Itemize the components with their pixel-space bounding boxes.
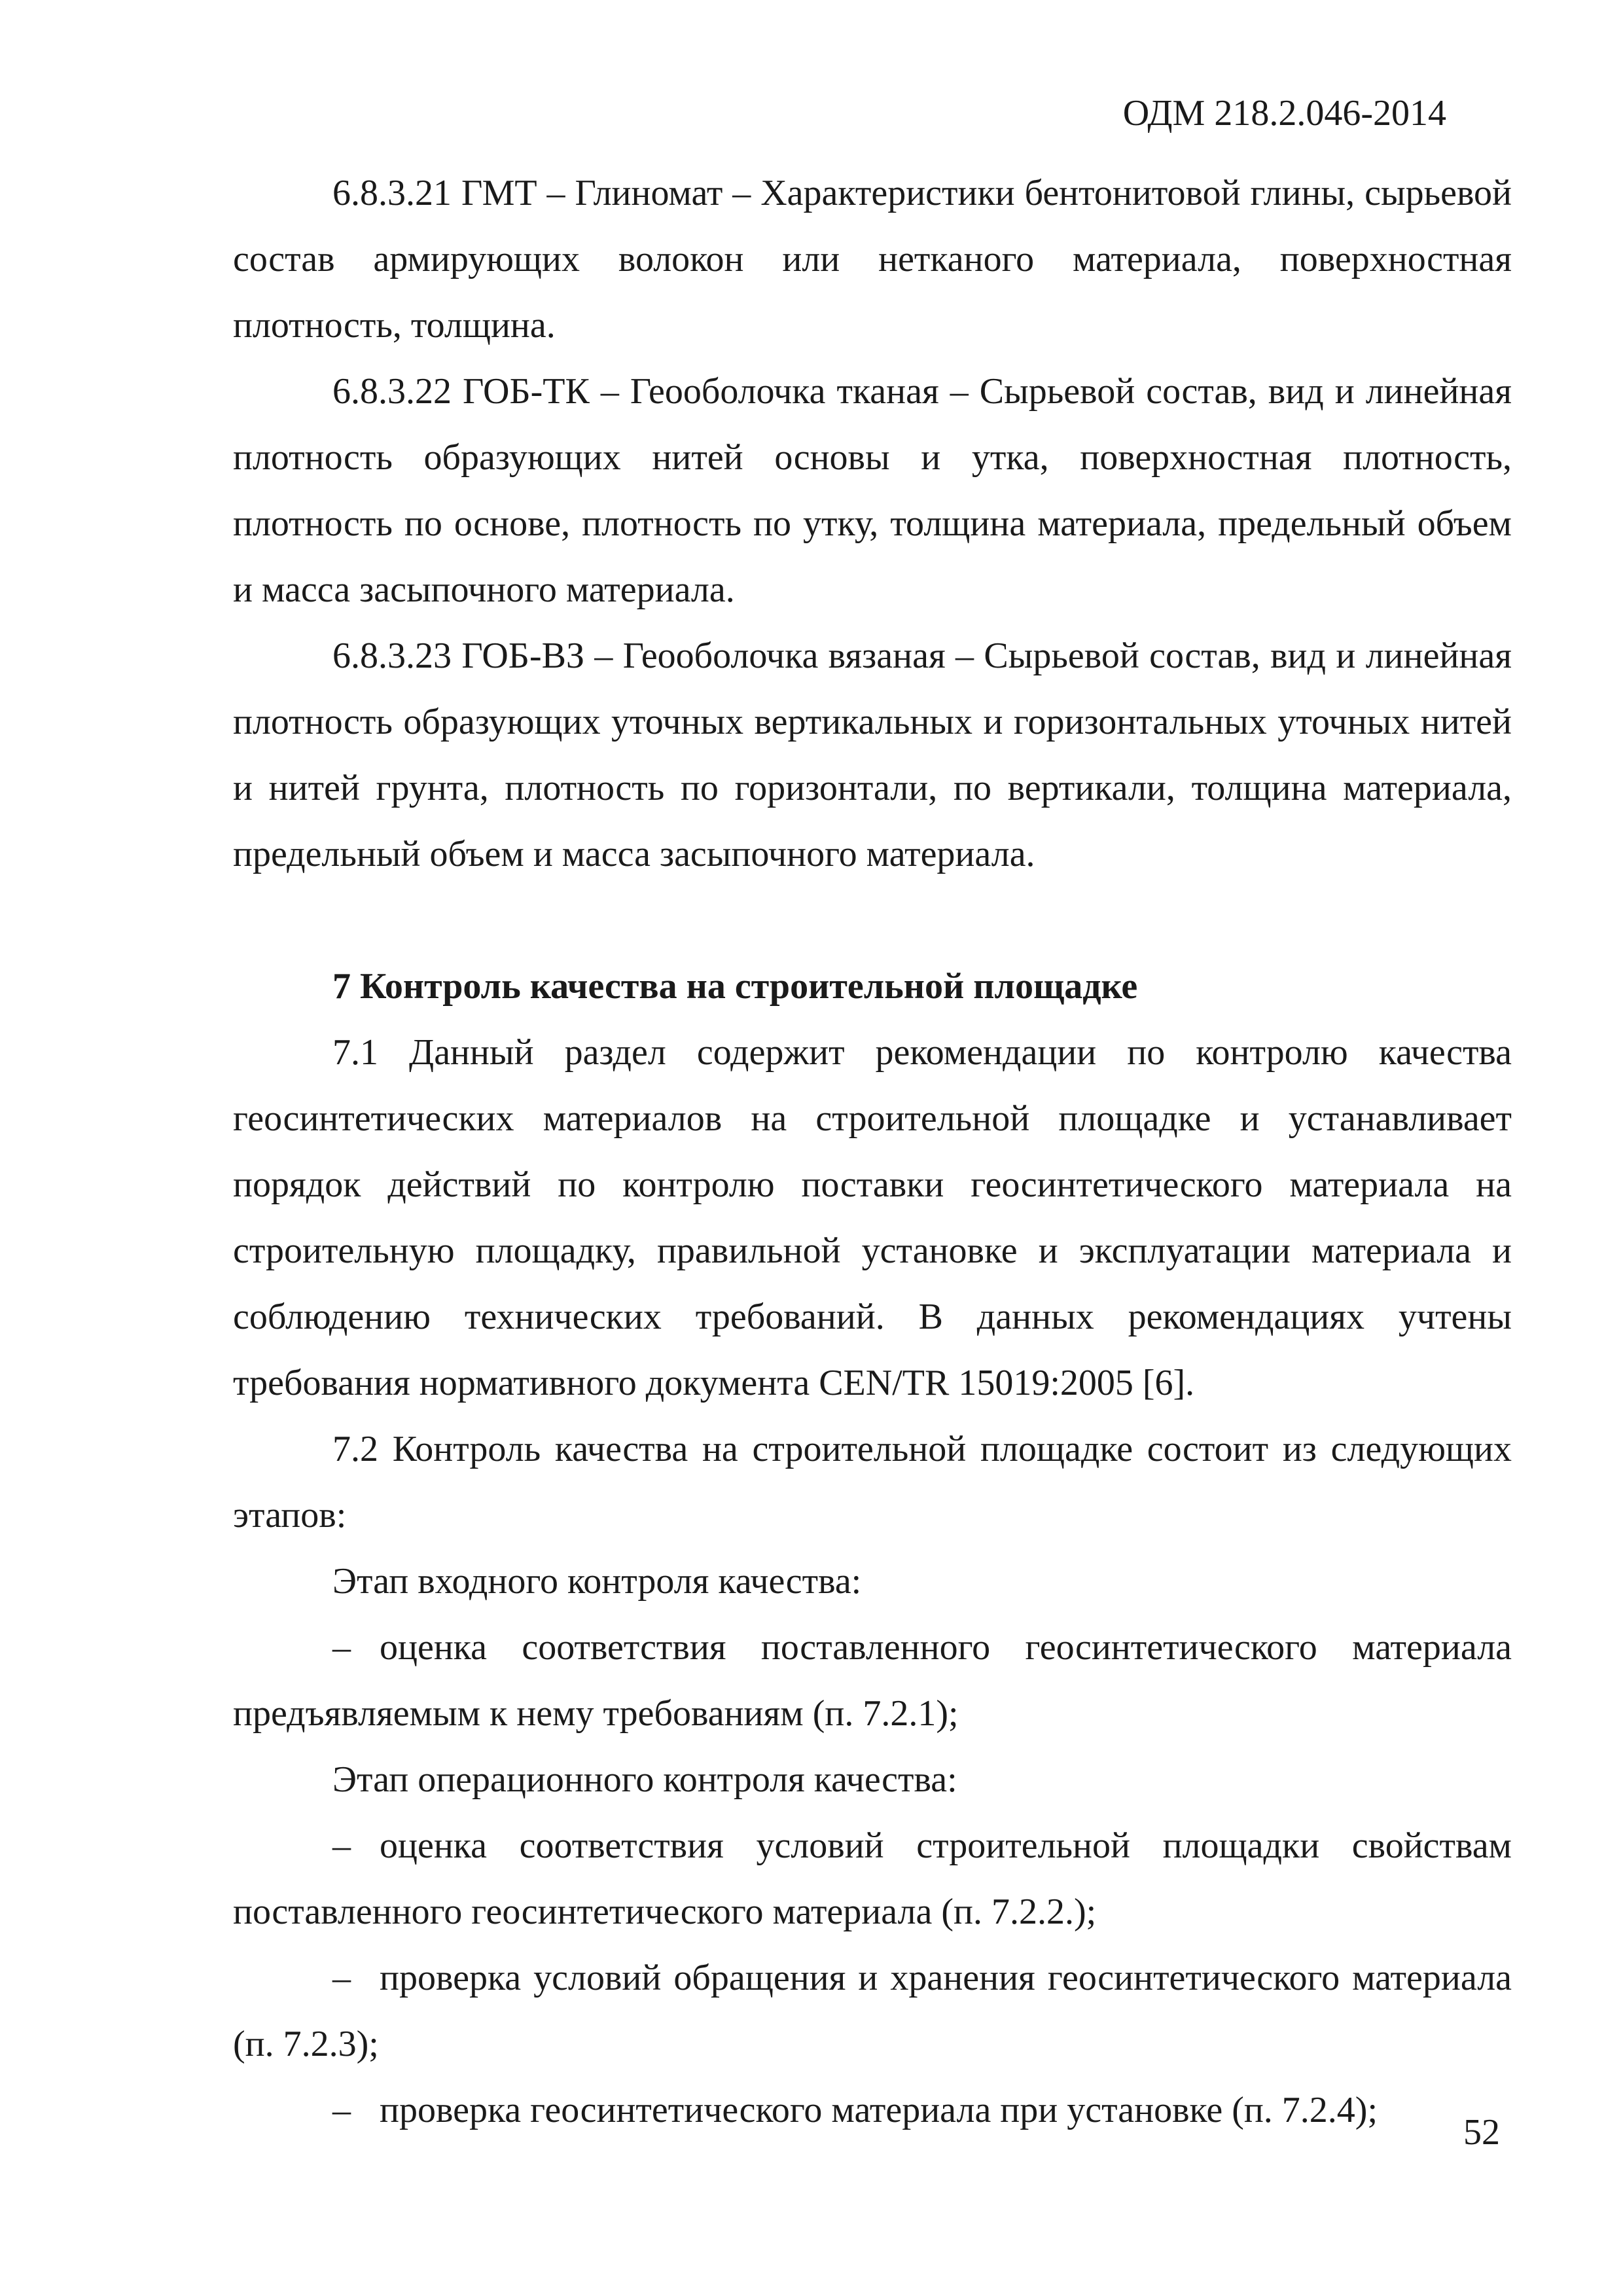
paragraph-6-8-3-22: 6.8.3.22 ГОБ-ТК – Геооболочка тканая – Сырьевой состав, вид и линейная плотность образующих нитей основы и утка, поверхностная плотность, плотность по основе, плотность по утку, толщина материала, предельный объем и масса засыпочного материала. <box>233 371 1512 610</box>
section-7-heading: 7 Контроль качества на строительной площадке <box>332 966 1138 1007</box>
page-content <box>233 160 1512 2144</box>
stage-input-label: Этап входного контроля качества: <box>332 1561 862 1602</box>
list-item <box>233 2077 1512 2144</box>
document-code-header: ОДМ 218.2.046-2014 <box>1122 93 1446 134</box>
list-dash: – <box>332 1825 351 1866</box>
paragraph-7-2: 7.2 Контроль качества на строительной площадке состоит из следующих этапов: <box>233 1429 1512 1535</box>
page-number: 52 <box>1463 2112 1500 2153</box>
list-item-text: оценка соответствия поставленного геосинтетического материала предъявляемым к нему требованиям (п. 7.2.1); <box>233 1627 1512 1734</box>
section-spacer <box>233 888 1512 954</box>
paragraph-6-8-3-23: 6.8.3.23 ГОБ-ВЗ – Геооболочка вязаная – Сырьевой состав, вид и линейная плотность образующих уточных вертикальных и горизонтальных уточных нитей и нитей грунта, плотность по горизонтали, по вертикали, толщина материала, предельный объем и масса засыпочного материала. <box>233 636 1512 874</box>
list-item <box>233 1615 1512 1747</box>
list-item-text: проверка условий обращения и хранения геосинтетического материала (п. 7.2.3); <box>233 1958 1512 2064</box>
list-item-text: проверка геосинтетического материала при установке (п. 7.2.4); <box>380 2090 1378 2130</box>
list-dash: – <box>332 1958 351 1998</box>
list-dash: – <box>332 1627 351 1668</box>
paragraph-6-8-3-21: 6.8.3.21 ГМТ – Глиномат – Характеристики бентонитовой глины, сырьевой состав армирующих волокон или нетканого материала, поверхностная плотность, толщина. <box>233 173 1512 346</box>
list-item <box>233 1945 1512 2077</box>
list-item <box>233 1813 1512 1945</box>
list-dash: – <box>332 2090 351 2130</box>
list-item-text: оценка соответствия условий строительной площадки свойствам поставленного геосинтетического материала (п. 7.2.2.); <box>233 1825 1512 1932</box>
stage-operational-label: Этап операционного контроля качества: <box>332 1759 957 1800</box>
paragraph-7-1: 7.1 Данный раздел содержит рекомендации по контролю качества геосинтетических материалов на строительной площадке и устанавливает порядок действий по контролю поставки геосинтетического материала на строительную площадку, правильной установке и эксплуатации материала и соблюдению технических требований. В данных рекомендациях учтены требования нормативного документа CEN/TR 15019:2005 [6]. <box>233 1032 1512 1403</box>
